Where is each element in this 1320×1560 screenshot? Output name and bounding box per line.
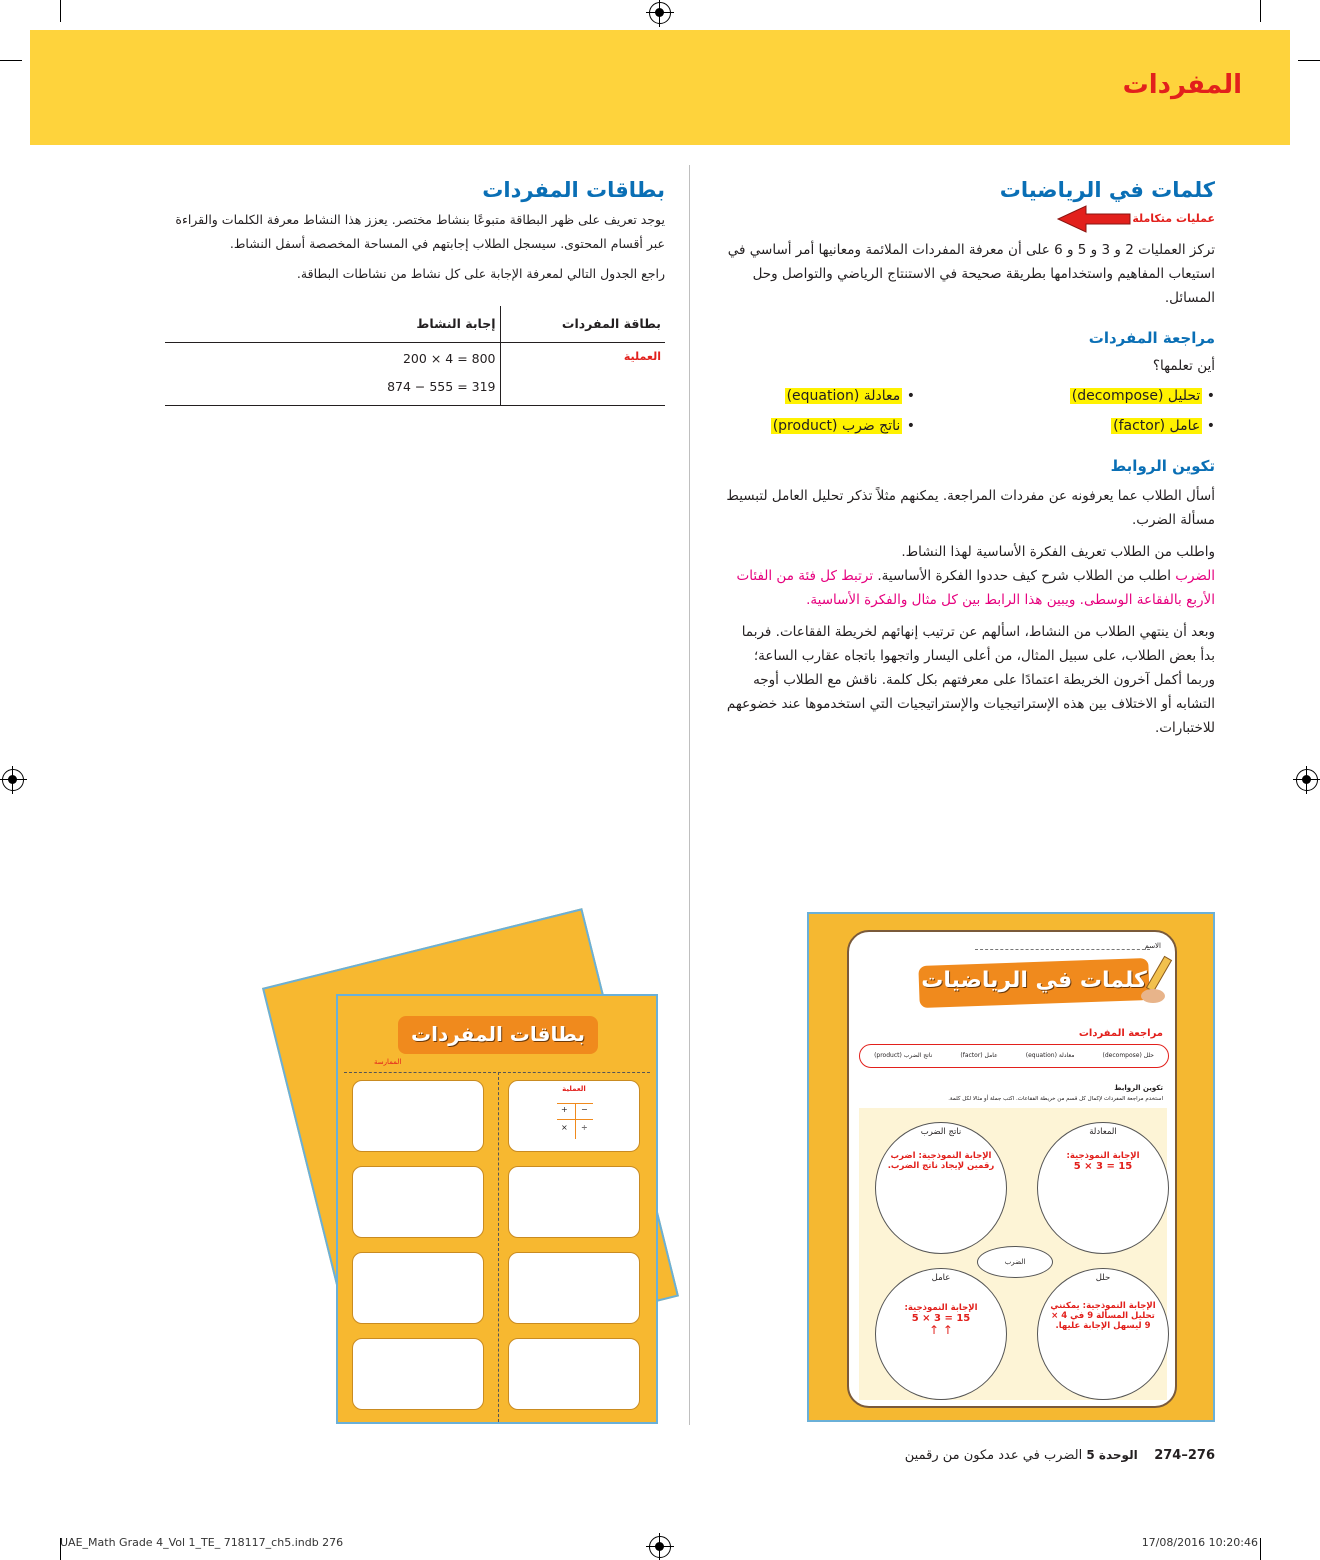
bubble-equation: المعادلة الإجابة النموذجية: 5 × 3 = 15 <box>1037 1122 1169 1254</box>
print-timestamp: 17/08/2016 10:20:46 <box>1141 1536 1258 1549</box>
vocab-card <box>352 1338 484 1410</box>
practice-tag <box>725 204 1215 234</box>
vocab-card <box>508 1166 640 1238</box>
connect-paragraph-4: وبعد أن ينتهي الطلاب من النشاط، اسألهم عن ترتيب إنهائهم لخريطة الفقاعات. فربما بدأ بعض الطلاب، على سبيل المثال، من أعلى اليسار واتجهوا باتجاه عقارب الساعة؛ وربما أكمل آخرون الخريطة اعتمادًا على معرفتهم بكل كلمة. ناقش مع الطلاب أوجه التشابه أو الاختلاف بين هذه الإستراتيجيات والإستراتيجيات التي استخدموها عند خضوعهم للاختبارات. <box>726 624 1215 736</box>
cards-paragraph-1: يوجد تعريف على ظهر البطاقة متبوعًا بنشاط مختصر. يعزز هذا النشاط معرفة الكلمات والقراءة عبر أقسام المحتوى. سيسجل الطلاب إجابتهم في المساحة المخصصة أسفل النشاط. <box>175 212 665 251</box>
table-cell: 200 × 4 = 800 <box>402 351 496 366</box>
worksheet-connect-heading: تكوين الروابط <box>1114 1084 1163 1092</box>
connect-paragraph-2: واطلب من الطلاب تعريف الفكرة الأساسية لهذا النشاط. <box>901 544 1215 560</box>
cut-line <box>498 1072 499 1422</box>
print-slug: UAE_Math Grade 4_Vol 1_TE_ 718117_ch5.indb 276 <box>60 1536 344 1549</box>
bubble-center: الضرب <box>977 1246 1053 1278</box>
red-arrow-icon <box>1056 204 1132 234</box>
bubble-decompose: حلل الإجابة النموذجية: يمكنني تحليل المسألة 9 في 4 × 9 ليسهل الإجابة عليها. <box>1037 1268 1169 1400</box>
name-label: الاسم <box>1144 942 1161 950</box>
section-title: كلمات في الرياضيات <box>999 178 1215 202</box>
section-title: بطاقات المفردات <box>482 178 665 202</box>
vocab-card <box>352 1252 484 1324</box>
registration-mark-icon <box>1296 769 1318 791</box>
vocab-item: • ناتج ضرب (product) <box>772 418 915 434</box>
vocab-card <box>352 1166 484 1238</box>
cards-paragraph-2: راجع الجدول التالي لمعرفة الإجابة على كل نشاط من نشاطات البطاقة. <box>296 266 665 281</box>
name-line <box>975 949 1150 950</box>
worksheet-title: كلمات في الرياضيات <box>921 968 1147 993</box>
left-column <box>165 178 665 406</box>
header-banner <box>30 30 1290 145</box>
crop-mark <box>1260 0 1261 22</box>
worksheet-page <box>847 930 1177 1408</box>
cards-title: بطاقات المفردات <box>411 1022 585 1046</box>
vocab-box: حلل (decompose) معادلة (equation) عامل (factor) ناتج الضرب (product) <box>859 1044 1169 1068</box>
practice-tag-label: عمليات متكاملة <box>1132 212 1215 225</box>
bubble-product: ناتج الضرب الإجابة النموذجية: اضرب رقمين لإيجاد ناتج الضرب. <box>875 1122 1007 1254</box>
card-sheet <box>336 994 658 1424</box>
registration-mark-icon <box>649 1536 671 1558</box>
table-header: إجابة النشاط <box>165 306 500 343</box>
worksheet-thumbnail <box>807 912 1215 1422</box>
crop-mark <box>1260 1538 1261 1560</box>
table-cell: العملية <box>500 343 665 406</box>
page-title: المفردات <box>1122 70 1242 100</box>
vocab-row <box>725 414 1215 438</box>
crop-mark <box>1298 60 1320 61</box>
vocab-card: العملية + − × ÷ <box>508 1080 640 1152</box>
vocab-item: • تحليل (decompose) <box>1071 388 1215 404</box>
arrow-up-icon: ↑ ↑ <box>929 1323 953 1337</box>
vocab-row <box>725 384 1215 408</box>
vocab-item: • عامل (factor) <box>1113 418 1215 434</box>
registration-mark-icon <box>2 769 24 791</box>
pencil-icon <box>1139 954 1179 1004</box>
cut-line <box>344 1072 650 1073</box>
intro-paragraph: تركز العمليات 2 و 3 و 5 و 6 على أن معرفة المفردات الملائمة ومعانيها أمر أساسي في استيعاب المفاهيم واستخدامها بطريقة صحيحة في الاستنتاج الرياضي والتواصل وحل المسائل. <box>727 242 1215 306</box>
vocab-item: • معادلة (equation) <box>786 388 915 404</box>
connect-heading: تكوين الروابط <box>1110 457 1215 475</box>
crop-mark <box>0 60 22 61</box>
review-heading: مراجعة المفردات <box>1088 329 1215 347</box>
right-column <box>725 178 1215 740</box>
connect-paragraph-1: أسأل الطلاب عما يعرفونه عن مفردات المراجعة. يمكنهم مثلاً تذكر تحليل العامل لتبسيط مسألة الضرب. <box>726 488 1215 528</box>
practice-label: الممارسة <box>374 1058 402 1066</box>
table-cell: 874 − 555 = 319 <box>165 373 500 406</box>
vocab-card <box>508 1252 640 1324</box>
connect-paragraph-3: الضرب اطلب من الطلاب شرح كيف حددوا الفكرة الأساسية. ترتبط كل فئة من الفئات الأربع بالفقاعة الوسطى. ويبين هذا الرابط بين كل مثال والفكرة الأساسية. <box>736 568 1215 608</box>
vocab-card <box>352 1080 484 1152</box>
worksheet-instruction: استخدم مراجعة المفردات لإكمال كل قسم من خريطة الفقاعات. اكتب جملة أو مثالا لكل كلمة. <box>948 1096 1163 1102</box>
column-divider <box>689 165 690 1425</box>
table-header: بطاقة المفردات <box>500 306 665 343</box>
page-footer: 274–276 الوحدة 5 الضرب في عدد مكون من رقمين <box>904 1448 1215 1463</box>
vocab-card <box>508 1338 640 1410</box>
worksheet-review-heading: مراجعة المفردات <box>1078 1028 1163 1039</box>
crop-mark <box>60 0 61 22</box>
registration-mark-icon <box>649 2 671 24</box>
review-question: أين تعلمها؟ <box>1152 358 1215 374</box>
answers-table <box>165 306 665 406</box>
bubble-factor: عامل الإجابة النموذجية: 5 × 3 = 15 ↑ ↑ <box>875 1268 1007 1400</box>
